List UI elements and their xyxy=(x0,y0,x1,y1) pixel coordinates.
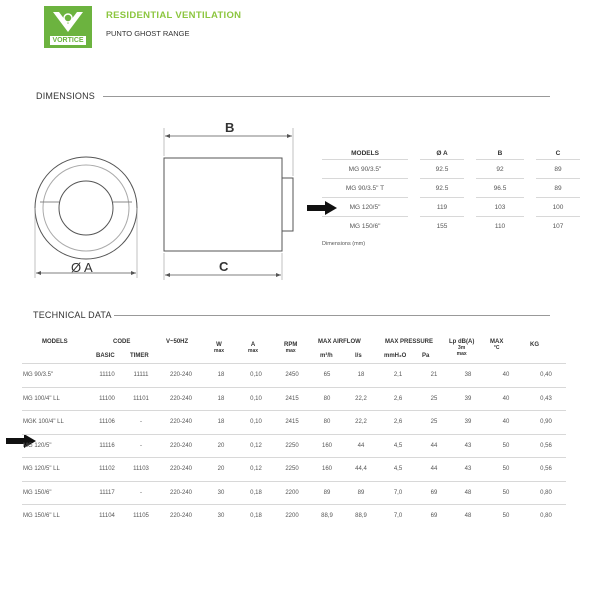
vortice-logo xyxy=(44,6,92,48)
cell: 43 xyxy=(450,458,486,482)
th-basic: BASIC xyxy=(96,353,115,359)
table-row xyxy=(322,217,580,236)
cell: MG 90/3.5" T xyxy=(322,179,408,198)
th-airflow: MAX AIRFLOW xyxy=(318,339,361,345)
cell: 89 xyxy=(536,179,580,198)
cell: 39 xyxy=(450,387,486,411)
cell: 2200 xyxy=(274,505,310,528)
cell: 2250 xyxy=(274,458,310,482)
cell: 220-240 xyxy=(158,434,204,458)
cell: 18 xyxy=(204,411,238,435)
cell: 80 xyxy=(310,387,344,411)
cell: 0,18 xyxy=(238,505,274,528)
cell: 0,10 xyxy=(238,364,274,388)
cell: 160 xyxy=(310,458,344,482)
cell: 65 xyxy=(310,364,344,388)
th-maxc: MAX °C xyxy=(490,339,504,351)
cell: 0,40 xyxy=(526,364,566,388)
th-m3h: m³/h xyxy=(320,353,333,359)
cell: 2200 xyxy=(274,481,310,505)
cell: 107 xyxy=(536,217,580,236)
model-cell: MG 120/5" LL xyxy=(22,458,90,482)
th-timer: TIMER xyxy=(130,353,149,359)
cell: 4,5 xyxy=(378,458,418,482)
cell: 40 xyxy=(486,364,526,388)
cell: 7,0 xyxy=(378,505,418,528)
model-cell: MG 120/5" xyxy=(22,434,90,458)
cell: 30 xyxy=(204,481,238,505)
cell: 18 xyxy=(344,364,378,388)
cell: 2,6 xyxy=(378,411,418,435)
table-row xyxy=(22,505,566,528)
cell: 40 xyxy=(486,411,526,435)
cell: 22,2 xyxy=(344,411,378,435)
model-cell: MG 100/4" LL xyxy=(22,387,90,411)
cell: 21 xyxy=(418,364,450,388)
label-diameter-a: Ø A xyxy=(71,260,93,275)
dimensions-rule xyxy=(103,96,550,97)
label-b: B xyxy=(225,120,235,135)
dimensions-table-header xyxy=(322,148,580,160)
dimensions-note: Dimensions (mm) xyxy=(322,241,366,247)
cell: 0,10 xyxy=(238,387,274,411)
technical-rule xyxy=(114,315,550,316)
cell: 220-240 xyxy=(158,387,204,411)
cell: 0,18 xyxy=(238,481,274,505)
cell: 88,9 xyxy=(344,505,378,528)
th-pressure: MAX PRESSURE xyxy=(385,339,434,345)
cell: 89 xyxy=(310,481,344,505)
cell: MG 90/3.5" xyxy=(322,160,408,179)
cell: 92.5 xyxy=(420,179,464,198)
th-models: MODELS xyxy=(42,339,68,345)
cell: 0,80 xyxy=(526,481,566,505)
th-rpm: RPM max xyxy=(284,342,298,354)
cell: 2,6 xyxy=(378,387,418,411)
cell: 11110 xyxy=(90,364,124,388)
model-cell: MGK 100/4" LL xyxy=(22,411,90,435)
cell: 69 xyxy=(418,505,450,528)
cell: 20 xyxy=(204,434,238,458)
cell: 44 xyxy=(418,434,450,458)
cell: 2,1 xyxy=(378,364,418,388)
cell: 18 xyxy=(204,387,238,411)
cell: 0,12 xyxy=(238,434,274,458)
cell: 50 xyxy=(486,458,526,482)
cell: 103 xyxy=(476,198,524,217)
th-code: CODE xyxy=(113,339,131,345)
table-row xyxy=(322,179,580,198)
cell: 0,12 xyxy=(238,458,274,482)
col-models: MODELS xyxy=(351,150,379,157)
cell: 0,10 xyxy=(238,411,274,435)
cell: 160 xyxy=(310,434,344,458)
cell: 69 xyxy=(418,481,450,505)
cell: 25 xyxy=(418,387,450,411)
cell: 2415 xyxy=(274,387,310,411)
cell: 20 xyxy=(204,458,238,482)
model-cell: MG 90/3.5" xyxy=(22,364,90,388)
th-ls: l/s xyxy=(355,353,362,359)
cell: 92 xyxy=(476,160,524,179)
th-kg: KG xyxy=(530,342,539,348)
cell: 48 xyxy=(450,505,486,528)
table-row xyxy=(22,434,566,458)
dimensions-table xyxy=(322,148,580,235)
cell: 25 xyxy=(418,411,450,435)
cell: 11100 xyxy=(90,387,124,411)
cell: 2415 xyxy=(274,411,310,435)
cell: 80 xyxy=(310,411,344,435)
col-diameter-a: Ø A xyxy=(436,150,448,157)
dimensions-title: DIMENSIONS xyxy=(36,91,96,101)
cell: 18 xyxy=(204,364,238,388)
cell: 220-240 xyxy=(158,458,204,482)
cell: 7,0 xyxy=(378,481,418,505)
cell: 40 xyxy=(486,387,526,411)
model-cell: MG 150/6" xyxy=(22,481,90,505)
cell: 39 xyxy=(450,411,486,435)
cell: 0,90 xyxy=(526,411,566,435)
table-row xyxy=(322,160,580,179)
cell: 155 xyxy=(420,217,464,236)
cell: 44,4 xyxy=(344,458,378,482)
cell: 11103 xyxy=(124,458,158,482)
th-lp: Lp dB(A) 3m max xyxy=(449,339,475,357)
cell: 11116 xyxy=(90,434,124,458)
dimension-drawing xyxy=(26,118,306,284)
cell: 2250 xyxy=(274,434,310,458)
cell: 48 xyxy=(450,481,486,505)
table-row xyxy=(22,481,566,505)
label-c: C xyxy=(219,259,229,274)
cell: 11104 xyxy=(90,505,124,528)
cell: 0,56 xyxy=(526,458,566,482)
cell: 4,5 xyxy=(378,434,418,458)
cell: 89 xyxy=(344,481,378,505)
cell: 11117 xyxy=(90,481,124,505)
cell: 88,9 xyxy=(310,505,344,528)
cell: 89 xyxy=(536,160,580,179)
cell: MG 120/5" xyxy=(322,198,408,217)
cell: 100 xyxy=(536,198,580,217)
cell: 50 xyxy=(486,505,526,528)
cell: 96.5 xyxy=(476,179,524,198)
th-mmh2o: mmH₂O xyxy=(384,353,407,359)
cell: 2450 xyxy=(274,364,310,388)
cell: 0,43 xyxy=(526,387,566,411)
technical-title: TECHNICAL DATA xyxy=(33,310,112,320)
cell: 11106 xyxy=(90,411,124,435)
cell: 220-240 xyxy=(158,481,204,505)
side-view xyxy=(164,128,293,280)
cell: 11102 xyxy=(90,458,124,482)
cell: 38 xyxy=(450,364,486,388)
cell: 11105 xyxy=(124,505,158,528)
cell: 22,2 xyxy=(344,387,378,411)
table-row xyxy=(322,198,580,217)
table-row xyxy=(22,458,566,482)
logo-text: VORTICE xyxy=(50,36,86,45)
cell: 0,80 xyxy=(526,505,566,528)
cell: 30 xyxy=(204,505,238,528)
col-c: C xyxy=(555,150,561,157)
cell: 0,56 xyxy=(526,434,566,458)
cell: - xyxy=(124,434,158,458)
cell: 110 xyxy=(476,217,524,236)
page-title: RESIDENTIAL VENTILATION xyxy=(106,10,242,21)
model-cell: MG 150/6" LL xyxy=(22,505,90,528)
table-row xyxy=(22,387,566,411)
cell: 11101 xyxy=(124,387,158,411)
table-row xyxy=(22,364,566,388)
th-w: W max xyxy=(214,342,225,354)
cell: 43 xyxy=(450,434,486,458)
cell: 11111 xyxy=(124,364,158,388)
technical-table xyxy=(22,363,566,528)
cell: 119 xyxy=(420,198,464,217)
cell: 220-240 xyxy=(158,505,204,528)
logo-mark-icon xyxy=(51,10,85,34)
table-row xyxy=(22,411,566,435)
cell: 50 xyxy=(486,481,526,505)
th-voltage: V~50HZ xyxy=(166,339,189,345)
th-pa: Pa xyxy=(422,353,430,359)
cell: - xyxy=(124,411,158,435)
cell: 44 xyxy=(344,434,378,458)
cell: 44 xyxy=(418,458,450,482)
cell: 50 xyxy=(486,434,526,458)
cell: - xyxy=(124,481,158,505)
col-b: B xyxy=(497,150,503,157)
cell: 92.5 xyxy=(420,160,464,179)
cell: 220-240 xyxy=(158,364,204,388)
page-subtitle: PUNTO GHOST RANGE xyxy=(106,29,190,38)
th-a: A max xyxy=(248,342,259,354)
cell: 220-240 xyxy=(158,411,204,435)
cell: MG 150/6" xyxy=(322,217,408,236)
